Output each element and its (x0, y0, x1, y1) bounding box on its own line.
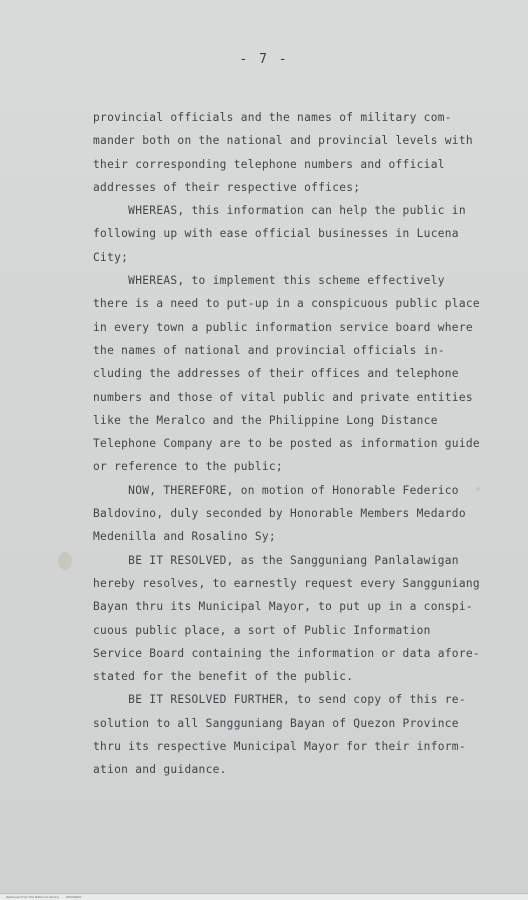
text-line: thru its respective Municipal Mayor for their inform- (93, 740, 466, 754)
text-line: in every town a public information service board where (93, 320, 473, 334)
text-line: WHEREAS, to implement this scheme effectively (93, 274, 445, 288)
text-line: there is a need to put-up in a conspicuous public place (93, 297, 480, 311)
text-line: cuous public place, a sort of Public Information (93, 623, 431, 637)
text-line: addresses of their respective offices; (93, 180, 361, 194)
text-line: solution to all Sangguniang Bayan of Quezon Province (93, 716, 459, 730)
text-line: cluding the addresses of their offices and telephone (93, 367, 459, 381)
paper-stain (58, 552, 72, 570)
paragraph (93, 688, 483, 781)
paragraph (93, 106, 483, 199)
text-line: stated for the benefit of the public. (93, 670, 354, 684)
footer-right-text: 00000000 (66, 895, 82, 899)
footer-left-text: Retrieved from the National Library (6, 895, 60, 899)
text-line: Baldovino, duly seconded by Honorable Members Medardo (93, 507, 466, 521)
text-line: Bayan thru its Municipal Mayor, to put up in a conspi- (93, 600, 473, 614)
text-line: WHEREAS, this information can help the public in (93, 204, 466, 218)
text-line: Telephone Company are to be posted as information guide (93, 437, 480, 451)
text-line: numbers and those of vital public and private entities (93, 390, 473, 404)
text-line: Service Board containing the information or data afore- (93, 646, 480, 660)
text-line: hereby resolves, to earnestly request every Sangguniang (93, 576, 480, 590)
text-line: the names of national and provincial officials in- (93, 343, 445, 357)
text-line: City; (93, 250, 129, 264)
scan-footer (0, 893, 528, 900)
document-body (93, 106, 483, 782)
text-line: BE IT RESOLVED, as the Sangguniang Panlalawigan (93, 553, 459, 567)
paragraph (93, 549, 483, 689)
text-line: Medenilla and Rosalino Sy; (93, 530, 276, 544)
paragraph (93, 479, 483, 549)
text-line: following up with ease official businesses in Lucena (93, 227, 459, 241)
paragraph (93, 269, 483, 479)
text-line: mander both on the national and provincial levels with (93, 134, 473, 148)
text-line: NOW, THEREFORE, on motion of Honorable Federico (93, 483, 459, 497)
text-line: or reference to the public; (93, 460, 283, 474)
text-line: their corresponding telephone numbers and official (93, 157, 445, 171)
text-line: BE IT RESOLVED FURTHER, to send copy of this re- (93, 693, 466, 707)
text-line: like the Meralco and the Philippine Long Distance (93, 413, 438, 427)
page-number: - 7 - (239, 52, 289, 67)
text-line: provincial officials and the names of military com- (93, 111, 452, 124)
text-line: ation and guidance. (93, 763, 227, 777)
paragraph (93, 199, 483, 269)
